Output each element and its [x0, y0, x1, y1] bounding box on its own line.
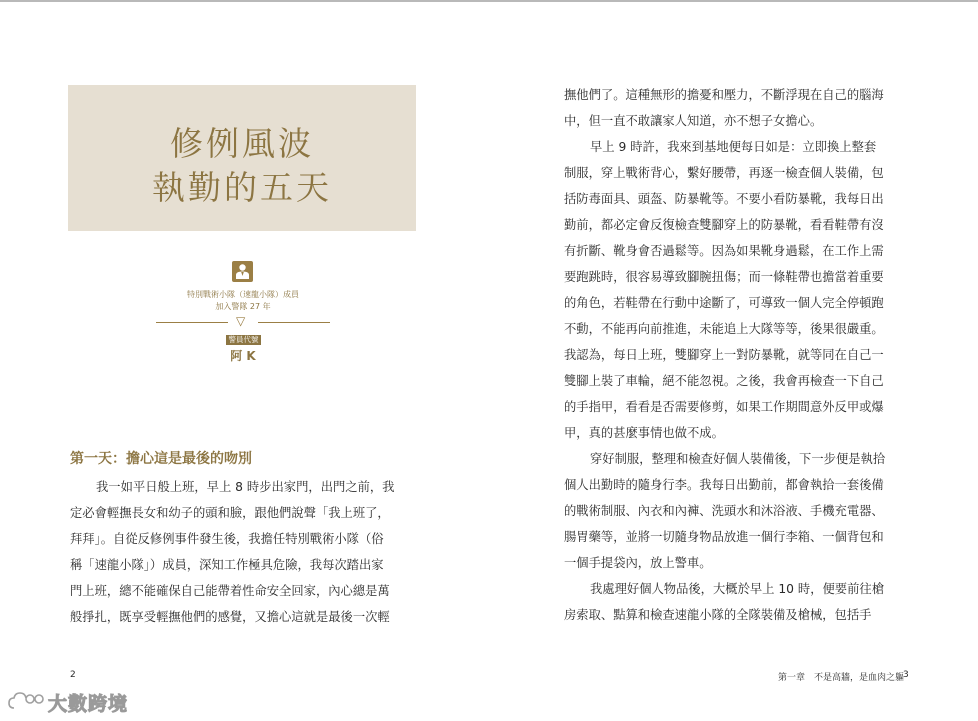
body-line: 中，但一直不敢讓家人知道，亦不想子女擔心。	[564, 114, 823, 128]
body-line: 稱「速龍小隊」）成員，深知工作極具危險，我每次踏出家	[70, 558, 384, 572]
body-line: 定必會輕撫長女和幼子的頭和臉，跟他們說聲「我上班了，	[70, 506, 390, 520]
body-line: 勤前，都必定會反復檢查雙腳穿上的防暴靴，看看鞋帶有沒	[564, 218, 884, 232]
left-page	[0, 2, 489, 721]
body-line: 房索取、點算和檢查速龍小隊的全隊裝備及槍械，包括手	[564, 608, 872, 622]
body-line: 我一如平日般上班，早上 8 時步出家門，出門之前，我	[96, 480, 395, 494]
body-line: 不動，不能再向前推進，未能追上大隊等等，後果很嚴重。	[564, 322, 884, 336]
body-line: 雙腳上裝了車輪，絕不能忽視。之後，我會再檢查一下自己	[564, 374, 884, 388]
section-heading: 第一天：擔心這是最後的吻別	[70, 451, 252, 467]
body-line: 有折斷、靴身會否過鬆等。因為如果靴身過鬆，在工作上需	[564, 244, 884, 258]
body-line: 一個手提袋內，放上警車。	[564, 556, 712, 570]
body-line: 穿好制服，整理和檢查好個人裝備後，下一步便是執拾	[590, 452, 886, 466]
right-page	[489, 2, 978, 721]
divider-triangle: ▽	[236, 314, 246, 328]
body-line: 我處理好個人物品後，大概於早上 10 時，便要前往槍	[590, 582, 884, 596]
body-line: 撫他們了。這種無形的擔憂和壓力，不斷浮現在自己的腦海	[564, 88, 884, 102]
officer-code-tag: 警員代號	[226, 335, 261, 345]
body-line: 般掙扎，既享受輕撫他們的感覺，又擔心這就是最後一次輕	[70, 610, 390, 624]
chapter-title-line-1: 修例風波	[170, 124, 314, 163]
page-number: 2	[70, 670, 76, 680]
officer-icon	[232, 261, 253, 282]
role-description: 特別戰術小隊（速龍小隊）成員	[187, 290, 299, 299]
chapter-title-box	[68, 85, 416, 231]
body-line: 個人出勤時的隨身行李。我每日出勤前，都會執拾一套後備	[564, 478, 884, 492]
body-line: 要跑跳時，很容易導致腳腕扭傷；而一條鞋帶也擔當着重要	[564, 270, 884, 284]
body-line: 我認為，每日上班，雙腳穿上一對防暴靴，就等同在自己一	[564, 348, 884, 362]
chapter-title-line-2: 執勤的五天	[152, 168, 332, 207]
body-line: 腸胃藥等，並將一切隨身物品放進一個行李箱、一個背包和	[564, 530, 884, 544]
page-number: 3	[903, 670, 909, 680]
body-line: 的手指甲，看看是否需要修剪，如果工作期間意外反甲或爆	[564, 400, 884, 414]
divider-right	[258, 322, 330, 323]
body-line: 的角色，若鞋帶在行動中途斷了，可導致一個人完全停頓跑	[564, 296, 884, 310]
running-footer: 第一章 不是高牆，是血肉之軀	[778, 673, 905, 683]
body-line: 門上班，總不能確保自己能帶着性命安全回家，內心總是萬	[70, 584, 390, 598]
body-line: 的戰術制服、內衣和內褲、洗頭水和沐浴液、手機充電器、	[564, 504, 884, 518]
body-line: 拜拜」。自從反修例事件發生後，我擔任特別戰術小隊（俗	[70, 532, 384, 546]
body-line: 甲，真的甚麼事情也做不成。	[564, 426, 724, 440]
body-line: 制服，穿上戰術背心，繫好腰帶，再逐一檢查個人裝備，包	[564, 166, 884, 180]
body-line: 早上 9 時許，我來到基地便每日如是：立即換上整套	[590, 140, 877, 154]
cloud-logo-icon	[8, 690, 48, 712]
years-of-service: 加入警隊 27 年	[215, 302, 271, 311]
divider-left	[156, 322, 228, 323]
body-line: 括防毒面具、頭盔、防暴靴等。不要小看防暴靴，我每日出	[564, 192, 884, 206]
officer-name: 阿 K	[230, 349, 256, 363]
watermark-text: 大數跨境	[48, 693, 129, 715]
